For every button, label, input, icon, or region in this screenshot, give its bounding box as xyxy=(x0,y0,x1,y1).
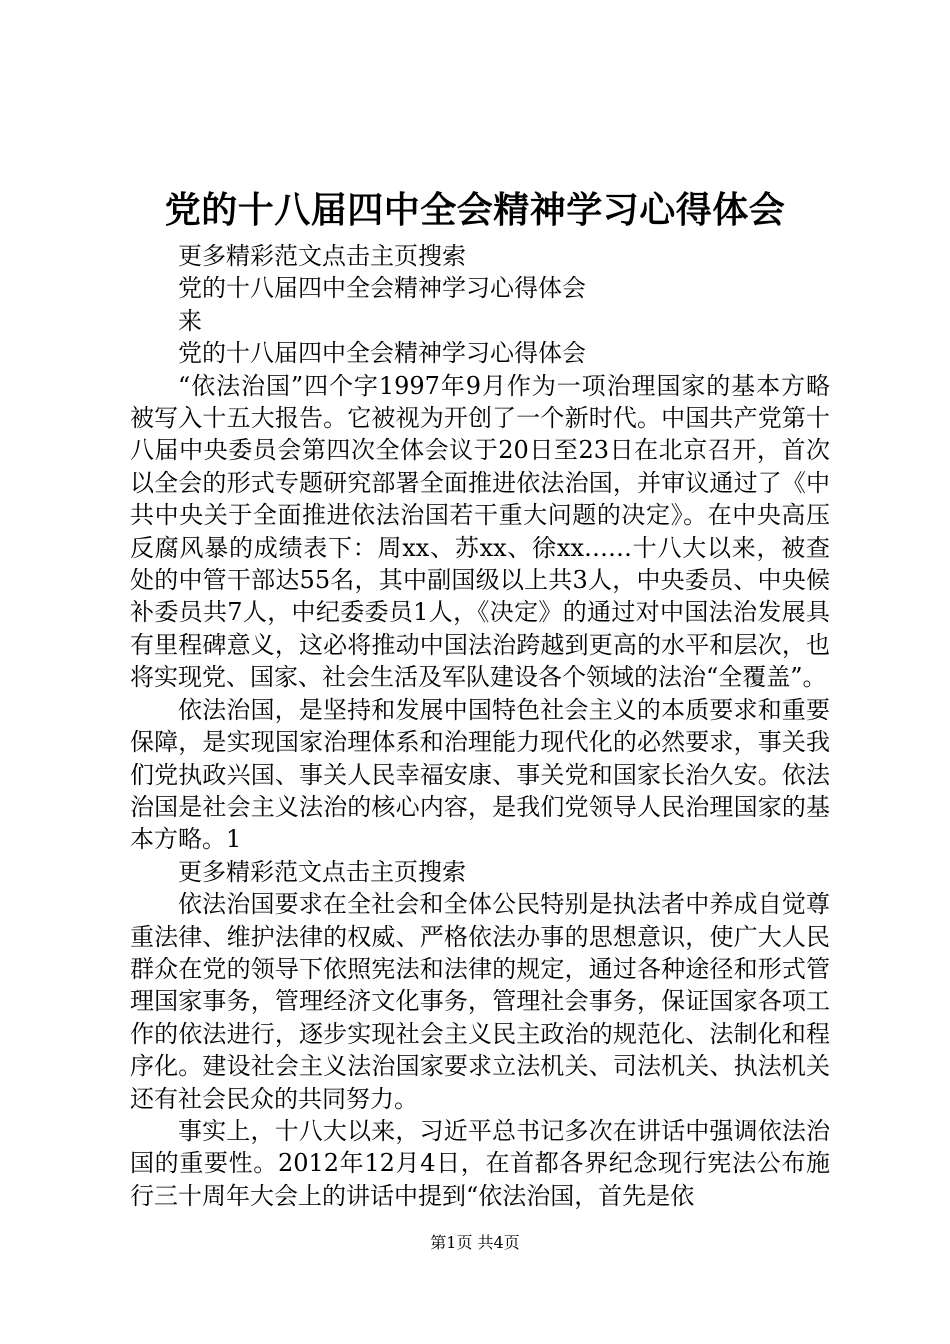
document-title: 党的十八届四中全会精神学习心得体会 xyxy=(164,189,786,231)
paragraph: 依法治国，是坚持和发展中国特色社会主义的本质要求和重要保障，是实现国家治理体系和治理能力现代化的必然要求，事关我们党执政兴国、事关人民幸福安康、事关党和国家长治久安。依法治国是社会主义法治的核心内容，是我们党领导人民治理国家的基本方略。1 xyxy=(130,695,830,854)
source-line: 来 xyxy=(178,306,202,335)
promo-line: 更多精彩范文点击主页搜索 xyxy=(178,857,466,886)
promo-line: 更多精彩范文点击主页搜索 xyxy=(178,242,466,270)
heading-line: 党的十八届四中全会精神学习心得体会 xyxy=(178,339,586,368)
paragraph: 依法治国要求在全社会和全体公民特别是执法者中养成自觉尊重法律、维护法律的权威、严格依法办事的思想意识，使广大人民群众在党的领导下依照宪法和法律的规定，通过各种途径和形式管理国家事务，管理经济文化事务，管理社会事务，保证国家各项工作的依法进行，逐步实现社会主义民主政治的规范化、法制化和程序化。建设社会主义法治国家要求立法机关、司法机关、执法机关还有社会民众的共同努力。 xyxy=(130,890,830,1113)
paragraph: “依法治国”四个字1997年9月作为一项治理国家的基本方略被写入十五大报告。它被视为开创了一个新时代。中国共产党第十八届中央委员会第四次全体会议于20日至23日在北京召开，首次以全会的形式专题研究部署全面推进依法治国，并审议通过了《中共中央关于全面推进依法治国若干重大问题的决定》。在中央高压反腐风暴的成绩表下：周xx、苏xx、徐xx……十八大以来，被查处的中管干部达55名，其中副国级以上共3人，中央委员、中央候补委员共7人，中纪委委员1人，《决定》的通过对中国法治发展具有里程碑意义，这必将推动中国法治跨越到更高的水平和层次，也将实现党、国家、社会生活及军队建设各个领域的法治“全覆盖”。 xyxy=(130,371,830,692)
subtitle-line: 党的十八届四中全会精神学习心得体会 xyxy=(178,274,586,303)
document-body xyxy=(130,240,830,1212)
paragraph: 事实上，十八大以来，习近平总书记多次在讲话中强调依法治国的重要性。2012年12月4日，在首都各界纪念现行宪法公布施行三十周年大会上的讲话中提到“依法治国，首先是依 xyxy=(130,1116,830,1210)
page-footer: 第1页 共4页 xyxy=(430,1233,520,1252)
